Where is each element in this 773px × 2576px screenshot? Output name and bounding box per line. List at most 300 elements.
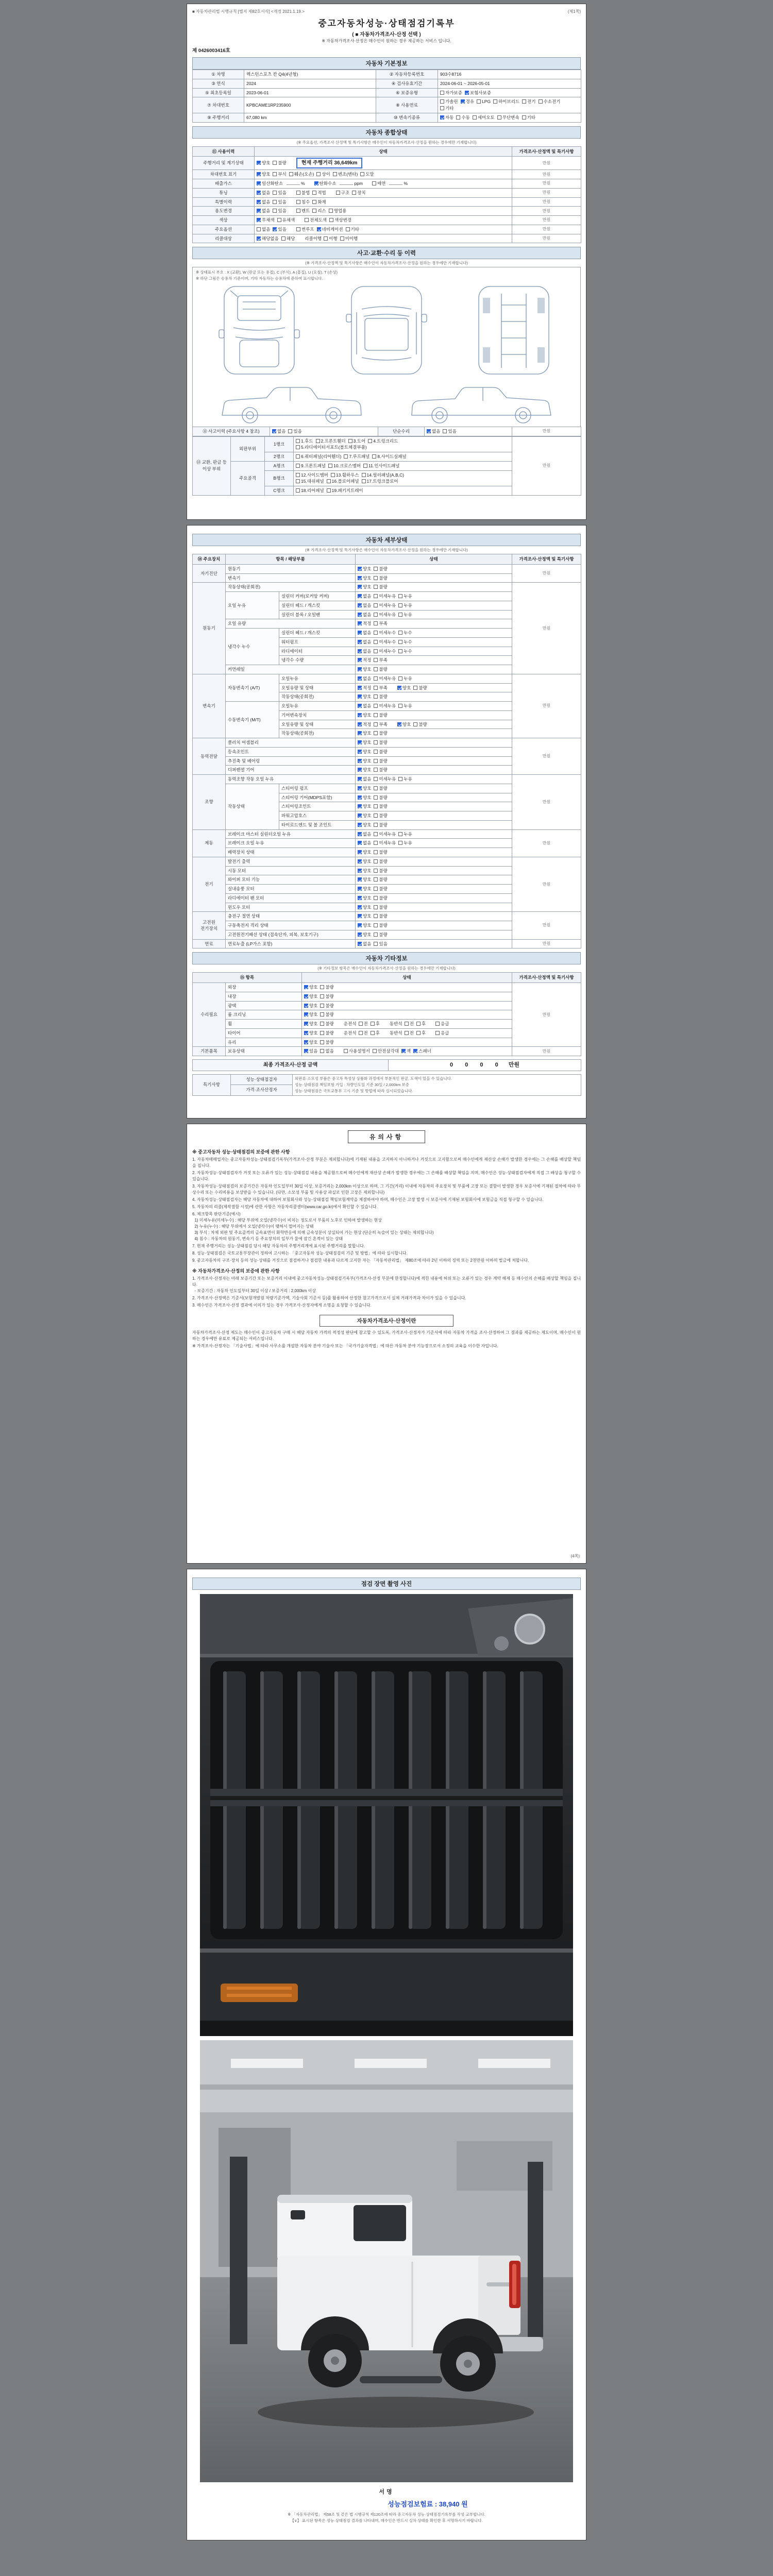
basic-info-row: [193, 97, 581, 113]
checkbox-option[interactable]: [374, 840, 396, 846]
checkbox-box-icon: [440, 99, 444, 104]
checkbox-option[interactable]: [374, 566, 387, 572]
checkbox-option[interactable]: [328, 463, 361, 469]
checkbox-option[interactable]: [374, 895, 387, 902]
checkbox-option[interactable]: [374, 593, 396, 600]
checkbox-option[interactable]: [331, 472, 359, 479]
checkbox-option[interactable]: [257, 160, 270, 166]
checkbox-option[interactable]: [317, 226, 343, 233]
checkbox-option[interactable]: [398, 703, 412, 709]
checkbox-option[interactable]: [374, 913, 387, 920]
checkbox-option[interactable]: [358, 931, 371, 938]
checkbox-option[interactable]: [320, 1030, 333, 1037]
checkbox-box-icon: [358, 704, 362, 708]
checkbox-box-icon: [374, 576, 378, 580]
checkbox-label: 탄화수소: [319, 181, 337, 186]
checkbox-option[interactable]: [374, 712, 387, 719]
checkbox-option[interactable]: [358, 593, 371, 600]
checkbox-label: 누수: [404, 639, 412, 645]
checkbox-option[interactable]: [358, 868, 371, 874]
checkbox-option[interactable]: [314, 180, 337, 187]
checkbox-option[interactable]: [539, 98, 561, 105]
checkbox-label: 전: [409, 1030, 414, 1036]
checkbox-label: 5.라디에이터서포트(볼트체결부품): [301, 445, 367, 450]
checkbox-option[interactable]: [358, 630, 371, 636]
checkbox-option[interactable]: [257, 199, 270, 206]
checkbox-option[interactable]: [374, 812, 387, 819]
checkbox-label: 적정: [363, 621, 372, 626]
checkbox-option[interactable]: [374, 639, 396, 646]
checkbox-option[interactable]: [352, 190, 365, 196]
checkbox-option[interactable]: [456, 114, 469, 121]
checkbox-option[interactable]: [374, 785, 387, 792]
checkbox-label: 자동: [445, 114, 454, 120]
status-cell: [356, 930, 512, 939]
price-survey-select-note: ※ 자동차가격조사·산정은 매수인이 원하는 경우 제공하는 서비스 입니다.: [322, 39, 451, 43]
checkbox-option[interactable]: [398, 639, 412, 646]
checkbox-option[interactable]: [358, 666, 371, 673]
status-cell: [356, 893, 512, 903]
notice-item: 5. 자동차의 리콜(제작결함 시정)에 관한 사항은 자동차리콜센터(www.car.go.kr)에서 확인할 수 있습니다.: [192, 1205, 378, 1209]
checkbox-option[interactable]: [358, 776, 371, 783]
diagram-row-sides: [196, 379, 577, 425]
checkbox-label: 불량: [379, 877, 388, 883]
checkbox-label: 있음: [278, 226, 287, 232]
checkbox-box-icon: [273, 209, 277, 213]
checkbox-option[interactable]: [358, 749, 371, 755]
status-cell: [356, 583, 512, 592]
checkbox-option[interactable]: [374, 648, 396, 655]
checkbox-option[interactable]: [320, 1048, 333, 1055]
checkbox-option[interactable]: [416, 1021, 426, 1027]
checkbox-option[interactable]: [305, 217, 327, 224]
checkbox-option[interactable]: [316, 438, 346, 445]
checkbox-option[interactable]: [373, 1048, 399, 1055]
checkbox-box-icon: [273, 227, 277, 231]
notice-item: 3. 자동차성능·상태점검의 보증기간은 자동차 인도일부터 30일 이상, 보증거리는 2,000km 이상으로 하며, 그 기간(거리) 이내에 자동차의 주요장치 및 부품에 고장 또는 결함이 발생한 경우 보증서에 기재된 절차에 따라 무상수리 또는 수리비용을 보상받을 수 있습니다. (다만, 소모성 부품 및 사용상 과실로 인한 고장은 제외합니다): [192, 1184, 581, 1195]
checkbox-box-icon: [405, 1031, 409, 1035]
checkbox-label: 12.사이드멤버: [301, 472, 328, 478]
checkbox-option[interactable]: [374, 602, 396, 609]
rank-label: B랭크: [265, 470, 294, 486]
checkbox-option[interactable]: [296, 199, 310, 206]
checkbox-option[interactable]: [427, 428, 440, 435]
checkbox-option[interactable]: [374, 685, 387, 691]
checkbox-box-icon: [304, 1012, 308, 1016]
checkbox-label: LPG: [482, 99, 491, 105]
checkbox-label: 구조: [341, 190, 350, 195]
checkbox-label: 불량: [379, 931, 388, 937]
item-label: 룸 크리닝: [226, 1010, 302, 1020]
status-cell: [255, 207, 512, 216]
final-price-row: [193, 1060, 581, 1071]
price-cell: 만원: [512, 436, 581, 495]
checkbox-option[interactable]: [324, 235, 337, 242]
checkbox-label: 이행: [329, 235, 338, 241]
checkbox-option[interactable]: [320, 993, 333, 1000]
checkbox-option[interactable]: [304, 993, 317, 1000]
checkbox-option[interactable]: [435, 1030, 449, 1037]
checkbox-option[interactable]: [372, 180, 385, 187]
checkbox-option[interactable]: [362, 472, 405, 479]
checkbox-option[interactable]: [374, 803, 387, 810]
checkbox-option[interactable]: [465, 90, 491, 96]
checkbox-option[interactable]: [374, 749, 387, 755]
checkbox-option[interactable]: [461, 98, 474, 105]
checkbox-option[interactable]: [296, 438, 313, 445]
checkbox-label: 없음: [363, 831, 372, 837]
checkbox-option[interactable]: [358, 840, 371, 846]
checkbox-box-icon: [257, 181, 261, 185]
checkbox-label: 불량: [325, 1039, 334, 1045]
checkbox-option[interactable]: [398, 612, 412, 618]
diagram-legend-2: ※ 하단 그림은 승용차 기준이며, 기타 자동차는 승용차에 준하여 표시합니다.: [196, 276, 323, 281]
checkbox-option[interactable]: [374, 693, 387, 700]
checkbox-option[interactable]: [358, 730, 371, 737]
checkbox-option[interactable]: [358, 904, 371, 911]
notice-item: 1. 자동차매매업자는 중고자동차성능·상태점검기록부(가격조사·산정 부분은 제외합니다)에 기재된 내용을 고지하지 아니하거나 거짓으로 고지함으로써 매수인에게 재산상 손해가 발생한 경우에는 그 손해를 배상할 책임을 집니다.: [192, 1157, 581, 1168]
checkbox-option[interactable]: [374, 703, 396, 709]
field-label: ⑩ 변속기종류: [376, 113, 438, 122]
appraiser-label: 가격·조사산정자: [231, 1085, 293, 1096]
checkbox-option[interactable]: [374, 876, 387, 883]
checkbox-option[interactable]: [358, 812, 371, 819]
checkbox-option[interactable]: [416, 1030, 426, 1037]
checkbox-option[interactable]: [374, 657, 387, 664]
checkbox-box-icon: [327, 479, 331, 483]
checkbox-option[interactable]: [281, 235, 295, 242]
checkbox-option[interactable]: [413, 1048, 431, 1055]
checkbox-option[interactable]: [358, 794, 371, 801]
checkbox-option[interactable]: [363, 463, 399, 469]
checkbox-option[interactable]: [358, 648, 371, 655]
checkbox-option[interactable]: [435, 1021, 449, 1027]
checkbox-option[interactable]: [296, 208, 310, 214]
checkbox-option[interactable]: [374, 858, 387, 865]
checkbox-box-icon: [257, 191, 261, 195]
checkbox-option[interactable]: [359, 1021, 368, 1027]
checkbox-option[interactable]: [358, 895, 371, 902]
checkbox-option[interactable]: [413, 685, 427, 691]
etc-group-label: 수리필요: [193, 983, 226, 1047]
checkbox-option[interactable]: [296, 478, 324, 485]
checkbox-label: 미세누유: [379, 840, 396, 846]
checkbox-option[interactable]: [358, 685, 371, 691]
checkbox-option[interactable]: [358, 657, 371, 664]
checkbox-label: 17.트렁크플로어: [366, 479, 398, 484]
checkbox-option[interactable]: [358, 803, 371, 810]
section-basic-info-title: 자동차 기본정보: [192, 57, 581, 70]
checkbox-option[interactable]: [312, 208, 326, 214]
checkbox-option[interactable]: [344, 1048, 370, 1055]
checkbox-option[interactable]: [374, 721, 387, 728]
checkbox-option[interactable]: [497, 114, 519, 121]
checkbox-option[interactable]: [296, 472, 328, 479]
checkbox-option[interactable]: [440, 105, 453, 112]
checkbox-label: 불량: [379, 667, 388, 672]
checkbox-option[interactable]: [296, 190, 310, 196]
checkbox-option[interactable]: [374, 730, 387, 737]
checkbox-option[interactable]: [401, 1048, 411, 1055]
checkbox-option[interactable]: [398, 675, 412, 682]
checkbox-option[interactable]: [493, 98, 519, 105]
checkbox-option[interactable]: [304, 1039, 317, 1046]
checkbox-option[interactable]: [374, 868, 387, 874]
checkbox-option[interactable]: [374, 922, 387, 929]
checkbox-label: 미세누수: [379, 630, 396, 635]
checkbox-label: 사용설명서: [348, 1048, 370, 1054]
checkbox-label: 6.쿼터패널(리어휀더): [301, 454, 342, 459]
checkbox-option[interactable]: [374, 575, 387, 582]
checkbox-option[interactable]: [398, 630, 412, 636]
checkbox-label: 없음: [363, 602, 372, 608]
sign-row: [193, 1074, 581, 1085]
overall-row: [193, 216, 581, 225]
checkbox-option[interactable]: [348, 438, 366, 445]
checkbox-option[interactable]: [374, 822, 387, 828]
price-cell: 만원: [512, 775, 581, 830]
checkbox-box-icon: [328, 464, 332, 468]
checkbox-option[interactable]: [358, 876, 371, 883]
checkbox-option[interactable]: [273, 171, 286, 178]
checkbox-option[interactable]: [327, 478, 359, 485]
checkbox-option[interactable]: [358, 785, 371, 792]
checkbox-option[interactable]: [374, 831, 396, 838]
checkbox-label: 없음: [262, 226, 271, 232]
checkbox-option[interactable]: [358, 858, 371, 865]
checkbox-option[interactable]: [273, 226, 286, 233]
checkbox-option[interactable]: [358, 941, 371, 947]
checkbox-box-icon: [358, 713, 362, 717]
blank-field: [340, 180, 353, 185]
checkbox-option[interactable]: [304, 1021, 317, 1027]
checkbox-option[interactable]: [296, 487, 324, 494]
checkbox-box-icon: [374, 896, 378, 900]
checkbox-option[interactable]: [257, 235, 279, 242]
checkbox-option[interactable]: [257, 171, 270, 178]
checkbox-option[interactable]: [374, 584, 387, 590]
column-header: ⑭ 주요장치: [193, 554, 226, 565]
notice-item: 6. 체크항목 판단기준(예시) 1) 미세누유(미세누수) : 해당 부위에 오일(냉각수)이 비치는 정도로서 부품의 노후로 인하여 발생하는 현상 2) 누유(누수) : 해당 부위에서 오일(냉각수)이 맺혀서 떨어지는 상태 3) 부식 : 차체 외판 및 주요골격의 금속표면이 화학반응에 의해 금속성분이 상실되어 가는 현상 (단순히 녹슬어 있는 상태는 제외합니다) 4) 침수 : 자동차의 원동기, 변속기 등 주요장치의 일부가 물에 잠긴 흔적이 있는 상태: [192, 1212, 434, 1241]
checkbox-option[interactable]: [397, 721, 411, 728]
checkbox-option[interactable]: [296, 453, 341, 460]
usage-history-label: 튜닝: [193, 188, 255, 197]
checkbox-option[interactable]: [358, 886, 371, 892]
checkbox-option[interactable]: [289, 171, 314, 178]
checkbox-option[interactable]: [358, 758, 371, 765]
checkbox-option[interactable]: [296, 226, 314, 233]
checkbox-option[interactable]: [346, 226, 359, 233]
checkbox-option[interactable]: [312, 190, 326, 196]
checkbox-option[interactable]: [371, 1021, 380, 1027]
checkbox-label: 불량: [379, 740, 388, 745]
checkbox-box-icon: [358, 887, 362, 891]
item-label: 커먼레일: [226, 665, 356, 674]
section-detail-title: 자동차 세부상태: [192, 534, 581, 546]
checkbox-option[interactable]: [440, 114, 453, 121]
checkbox-option[interactable]: [257, 226, 270, 233]
checkbox-option[interactable]: [358, 913, 371, 920]
checkbox-option[interactable]: [398, 602, 412, 609]
checkbox-option[interactable]: [374, 776, 396, 783]
checkbox-label: 불량: [379, 712, 388, 718]
checkbox-option[interactable]: [398, 840, 412, 846]
checkbox-option[interactable]: [405, 1030, 414, 1037]
checkbox-option[interactable]: [374, 739, 387, 746]
checkbox-option[interactable]: [358, 675, 371, 682]
checkbox-option[interactable]: [374, 941, 387, 947]
checkbox-option[interactable]: [277, 217, 295, 224]
checkbox-option[interactable]: [368, 438, 398, 445]
checkbox-option[interactable]: [304, 1011, 317, 1018]
checkbox-option[interactable]: [257, 208, 270, 214]
checkbox-option[interactable]: [405, 1021, 414, 1027]
checkbox-option[interactable]: [398, 648, 412, 655]
checkbox-option[interactable]: [304, 1048, 317, 1055]
checkbox-option[interactable]: [304, 1030, 317, 1037]
checkbox-option[interactable]: [358, 584, 371, 590]
checkbox-option[interactable]: [296, 444, 367, 451]
checkbox-option[interactable]: [257, 180, 283, 187]
column-header: 가격조사·산정액 및 특기사항: [512, 554, 581, 565]
price-cell: 만원: [512, 188, 581, 197]
checkbox-label: 누유: [404, 703, 412, 708]
checkbox-option[interactable]: [320, 1003, 333, 1009]
status-cell: [356, 747, 512, 756]
checkbox-option[interactable]: [358, 566, 371, 572]
checkbox-label: 후: [421, 1030, 426, 1036]
checkbox-label: 2.프론트휀더: [321, 438, 346, 444]
checkbox-option[interactable]: [273, 160, 286, 166]
item-label: 냉각수 누수: [226, 629, 279, 665]
checkbox-label: 없음: [262, 199, 271, 205]
checkbox-option[interactable]: [374, 666, 387, 673]
checkbox-option[interactable]: [374, 612, 396, 618]
checkbox-option[interactable]: [374, 794, 387, 801]
checkbox-option[interactable]: [304, 1003, 317, 1009]
checkbox-option[interactable]: [320, 984, 333, 991]
column-header: ⑪ 사용이력: [193, 146, 255, 157]
checkbox-option[interactable]: [329, 208, 347, 214]
checkbox-option[interactable]: [374, 758, 387, 765]
checkbox-option[interactable]: [358, 849, 371, 856]
checkbox-option[interactable]: [473, 114, 495, 121]
checkbox-option[interactable]: [413, 721, 427, 728]
checkbox-option[interactable]: [344, 453, 369, 460]
checkbox-option[interactable]: [358, 712, 371, 719]
checkbox-option[interactable]: [358, 612, 371, 618]
checkbox-option[interactable]: [397, 685, 411, 691]
checkbox-option[interactable]: [522, 98, 535, 105]
checkbox-label: 13.휠하우스: [335, 472, 359, 478]
checkbox-option[interactable]: [360, 171, 374, 178]
checkbox-option[interactable]: [304, 984, 317, 991]
checkbox-option[interactable]: [374, 630, 396, 636]
checkbox-option[interactable]: [358, 703, 371, 709]
checkbox-label: 부족: [379, 685, 388, 690]
checkbox-box-icon: [358, 621, 362, 625]
checkbox-option[interactable]: [443, 428, 456, 435]
usage-history-label: 특별이력: [193, 197, 255, 207]
checkbox-option[interactable]: [327, 487, 363, 494]
checkbox-option[interactable]: [316, 171, 330, 178]
checkbox-option[interactable]: [522, 114, 535, 121]
checkbox-option[interactable]: [398, 831, 412, 838]
notice-item: 2. 자동차성능·상태점검자가 거짓 또는 오류가 있는 성능·상태점검 내용을 제공함으로써 매수인에게 재산상 손해가 발생한 경우에는 그 손해를 배상할 책임을 지며, 매수인은 성능·상태점검자에게 직접 그 배상을 청구할 수 있습니다.: [192, 1171, 581, 1181]
checkbox-label: 양호: [363, 749, 372, 754]
checkbox-option[interactable]: [398, 593, 412, 600]
checkbox-option[interactable]: [358, 575, 371, 582]
checkbox-option[interactable]: [374, 675, 396, 682]
checkbox-option[interactable]: [374, 931, 387, 938]
checkbox-option[interactable]: [273, 208, 286, 214]
checkbox-label: 양호: [363, 868, 372, 873]
checkbox-option[interactable]: [440, 90, 462, 96]
checkbox-option[interactable]: [358, 739, 371, 746]
checkbox-option[interactable]: [362, 478, 398, 485]
checkbox-label: 렌트: [301, 208, 310, 214]
checkbox-label: 훼손(오손): [294, 172, 314, 177]
checkbox-option[interactable]: [333, 171, 358, 178]
checkbox-option[interactable]: [358, 822, 371, 828]
checkbox-option[interactable]: [273, 190, 286, 196]
checkbox-option[interactable]: [477, 98, 491, 105]
checkbox-option[interactable]: [374, 849, 387, 856]
checkbox-option[interactable]: [374, 620, 387, 627]
checkbox-option[interactable]: [359, 1030, 368, 1037]
checkbox-option[interactable]: [358, 693, 371, 700]
checkbox-label: 매연: [377, 181, 386, 186]
checkbox-option[interactable]: [374, 886, 387, 892]
checkbox-option[interactable]: [358, 922, 371, 929]
field-label: ③ 연식: [193, 79, 244, 88]
checkbox-option[interactable]: [358, 831, 371, 838]
checkbox-option[interactable]: [336, 190, 349, 196]
checkbox-label: 없음: [363, 612, 372, 617]
checkbox-option[interactable]: [374, 767, 387, 773]
checkbox-option[interactable]: [358, 767, 371, 773]
checkbox-option[interactable]: [272, 428, 285, 435]
checkbox-option[interactable]: [358, 602, 371, 609]
checkbox-box-icon: [312, 209, 316, 213]
checkbox-option[interactable]: [329, 217, 351, 224]
checkbox-option[interactable]: [273, 199, 286, 206]
checkbox-option[interactable]: [371, 1030, 380, 1037]
checkbox-option[interactable]: [374, 904, 387, 911]
checkbox-option[interactable]: [320, 1021, 333, 1027]
checkbox-option[interactable]: [372, 453, 406, 460]
subitem-label: 스티어링조인트: [279, 802, 356, 811]
checkbox-box-icon: [358, 585, 362, 589]
checkbox-option[interactable]: [312, 199, 326, 206]
checkbox-option[interactable]: [358, 721, 371, 728]
checkbox-box-icon: [398, 704, 402, 708]
checkbox-label: 없음: [363, 648, 372, 654]
checkbox-option[interactable]: [320, 1039, 333, 1046]
checkbox-option[interactable]: [257, 217, 275, 224]
checkbox-option[interactable]: [398, 776, 412, 783]
checkbox-option[interactable]: [358, 620, 371, 627]
checkbox-option[interactable]: [440, 98, 458, 105]
checkbox-label: 불량: [379, 804, 388, 809]
checkbox-option[interactable]: [288, 428, 301, 435]
checkbox-option[interactable]: [320, 1011, 333, 1018]
checkbox-option[interactable]: [296, 463, 326, 469]
checkbox-option[interactable]: [257, 190, 270, 196]
checkbox-option[interactable]: [358, 639, 371, 646]
checkbox-box-icon: [477, 99, 481, 104]
checkbox-option[interactable]: [340, 235, 358, 242]
